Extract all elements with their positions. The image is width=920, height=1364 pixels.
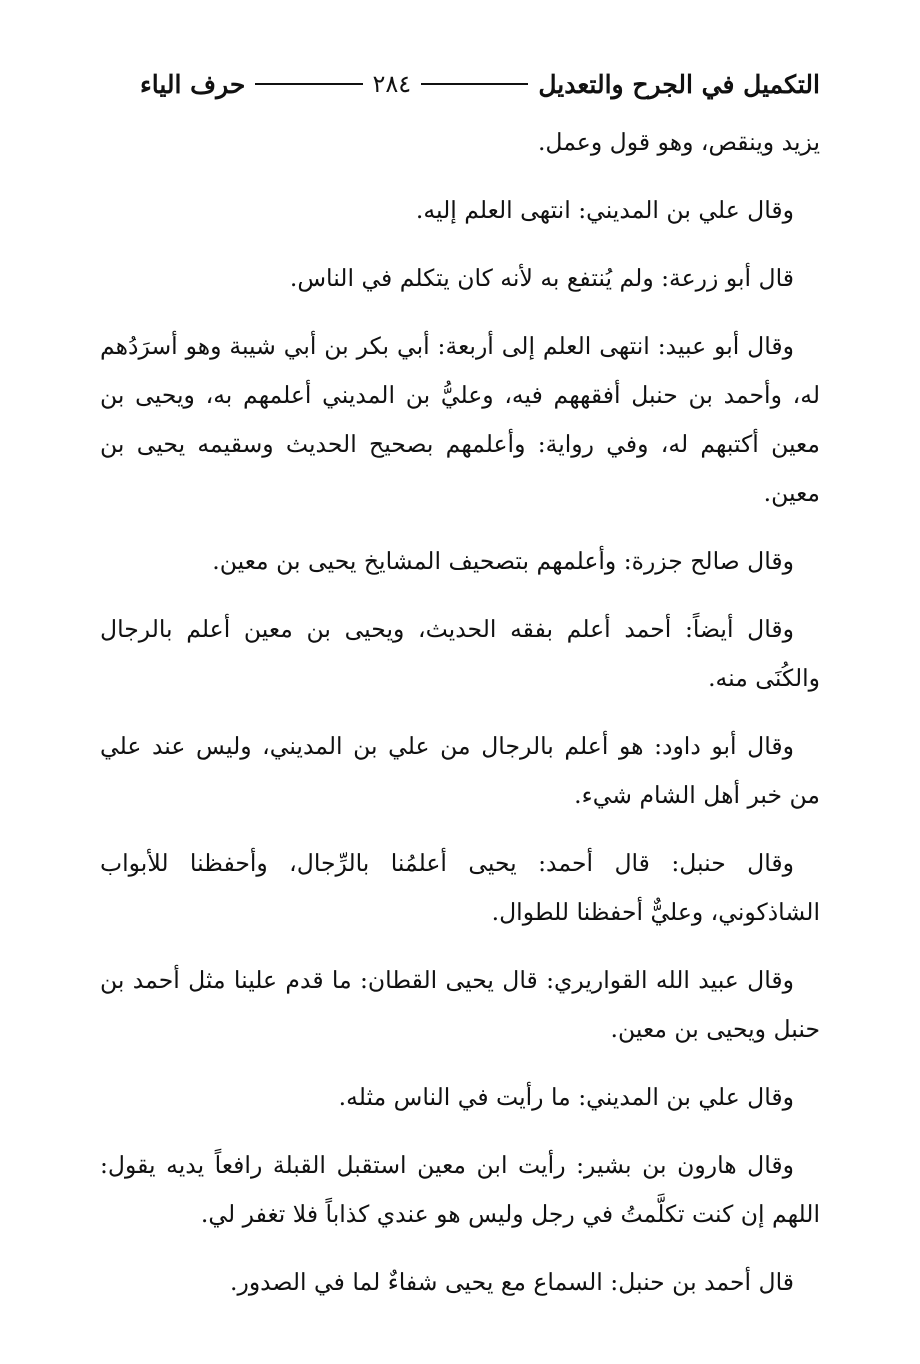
section-title: حرف الياء: [139, 69, 246, 99]
header-dash: [421, 83, 528, 85]
page-number: ٢٨٤: [372, 70, 412, 98]
paragraph: وقال علي بن المديني: ما رأيت في الناس مثله.: [338, 1083, 794, 1111]
paragraph: يزيد وينقص، وهو قول وعمل.: [537, 128, 820, 156]
paragraph: وقال أبو عبيد: انتهى العلم إلى أربعة: أبي بكر بن أبي شيبة وهو أسرَدُهم له، وأحمد بن حنبل أفقههم فيه، وعليُّ بن المديني أعلمهم به، ويحيى بن معين أكتبهم له، وفي رواية: وأعلمهم بصحيح الحديث وسقيمه يحيى بن معين.: [100, 332, 820, 507]
paragraph: وقال هارون بن بشير: رأيت ابن معين استقبل القبلة رافعاً يديه يقول: اللهم إن كنت تكلَّمتُ في رجل وليس هو عندي كذاباً فلا تغفر لي.: [100, 1151, 820, 1228]
paragraph: قال أحمد بن حنبل: السماع مع يحيى شفاءٌ لما في الصدور.: [230, 1268, 794, 1296]
page-body: [100, 118, 820, 1326]
paragraph: وقال أيضاً: أحمد أعلم بفقه الحديث، ويحيى بن معين أعلم بالرجال والكُنَى منه.: [100, 615, 820, 692]
paragraph: وقال أبو داود: هو أعلم بالرجال من علي بن المديني، وليس عند علي من خبر أهل الشام شيء.: [100, 732, 820, 809]
book-title: التكميل في الجرح والتعديل: [538, 69, 820, 99]
paragraph: وقال علي بن المديني: انتهى العلم إليه.: [415, 196, 794, 224]
header-dash: [255, 83, 362, 85]
paragraph: وقال عبيد الله القواريري: قال يحيى القطان: ما قدم علينا مثل أحمد بن حنبل ويحيى بن معين.: [100, 966, 820, 1043]
paragraph: قال أبو زرعة: ولم يُنتفع به لأنه كان يتكلم في الناس.: [289, 264, 794, 292]
paragraph: وقال صالح جزرة: وأعلمهم بتصحيف المشايخ يحيى بن معين.: [212, 547, 794, 575]
paragraph: وقال حنبل: قال أحمد: يحيى أعلمُنا بالرِّجال، وأحفظنا للأبواب الشاذكوني، وعليٌّ أحفظنا للطوال.: [100, 849, 820, 926]
running-header: [140, 60, 820, 108]
